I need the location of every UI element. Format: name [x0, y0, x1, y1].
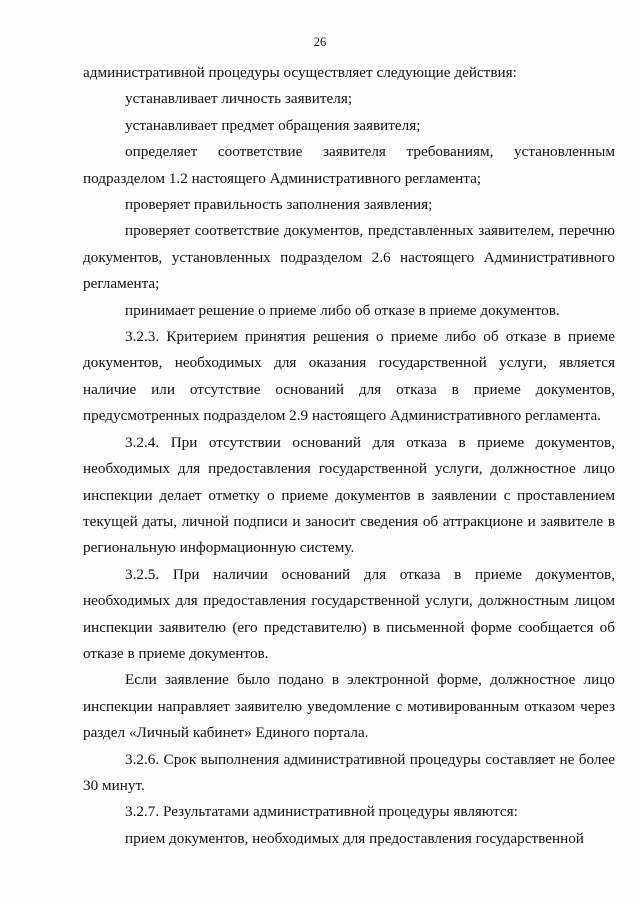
paragraph-identify-applicant: устанавливает личность заявителя; [125, 90, 353, 108]
document-body [83, 60, 615, 852]
paragraph-identify-subject: устанавливает предмет обращения заявителя; [125, 116, 421, 134]
paragraph-3-2-4: 3.2.4. При отсутствии оснований для отказа в приеме документов, необходимых для предоставления государственной услуги, должностное лицо инспекции делает отметку о приеме документов в заявлении с проставлением текущей даты, личной подписи и заносит сведения об аттракционе и заявителе в региональную информационную систему. [83, 433, 615, 557]
paragraph-result-acceptance: прием документов, необходимых для предоставления государственной [125, 829, 584, 847]
paragraph-check-requirements: определяет соответствие заявителя требованиям, установленным подразделом 1.2 настоящего Административного регламента; [83, 143, 615, 187]
paragraph-check-application-filling: проверяет правильность заполнения заявления; [125, 196, 433, 214]
paragraph-3-2-5: 3.2.5. При наличии оснований для отказа в приеме документов, необходимых для предоставления государственной услуги, должностным лицом инспекции заявителю (его представителю) в письменной форме сообщается об отказе в приеме документов. [83, 565, 615, 662]
paragraph-decision: принимает решение о приеме либо об отказе в приеме документов. [125, 301, 560, 319]
paragraph-check-documents-list: проверяет соответствие документов, представленных заявителем, перечню документов, установленных подразделом 2.6 настоящего Административного регламента; [83, 222, 615, 293]
paragraph-procedure-actions-intro: административной процедуры осуществляет следующие действия: [83, 64, 517, 81]
paragraph-3-2-7: 3.2.7. Результатами административной процедуры являются: [125, 803, 518, 821]
paragraph-3-2-6: 3.2.6. Срок выполнения административной процедуры составляет не более 30 минут. [83, 750, 615, 794]
paragraph-3-2-3: 3.2.3. Критерием принятия решения о приеме либо об отказе в приеме документов, необходимых для оказания государственной услуги, является наличие или отсутствие оснований для отказа в приеме документов, предусмотренных подразделом 2.9 настоящего Административного регламента. [83, 328, 615, 425]
page-number: 26 [313, 35, 327, 49]
paragraph-electronic-refusal: Если заявление было подано в электронной форме, должностное лицо инспекции направляет заявителю уведомление с мотивированным отказом через раздел «Личный кабинет» Единого портала. [83, 671, 615, 742]
